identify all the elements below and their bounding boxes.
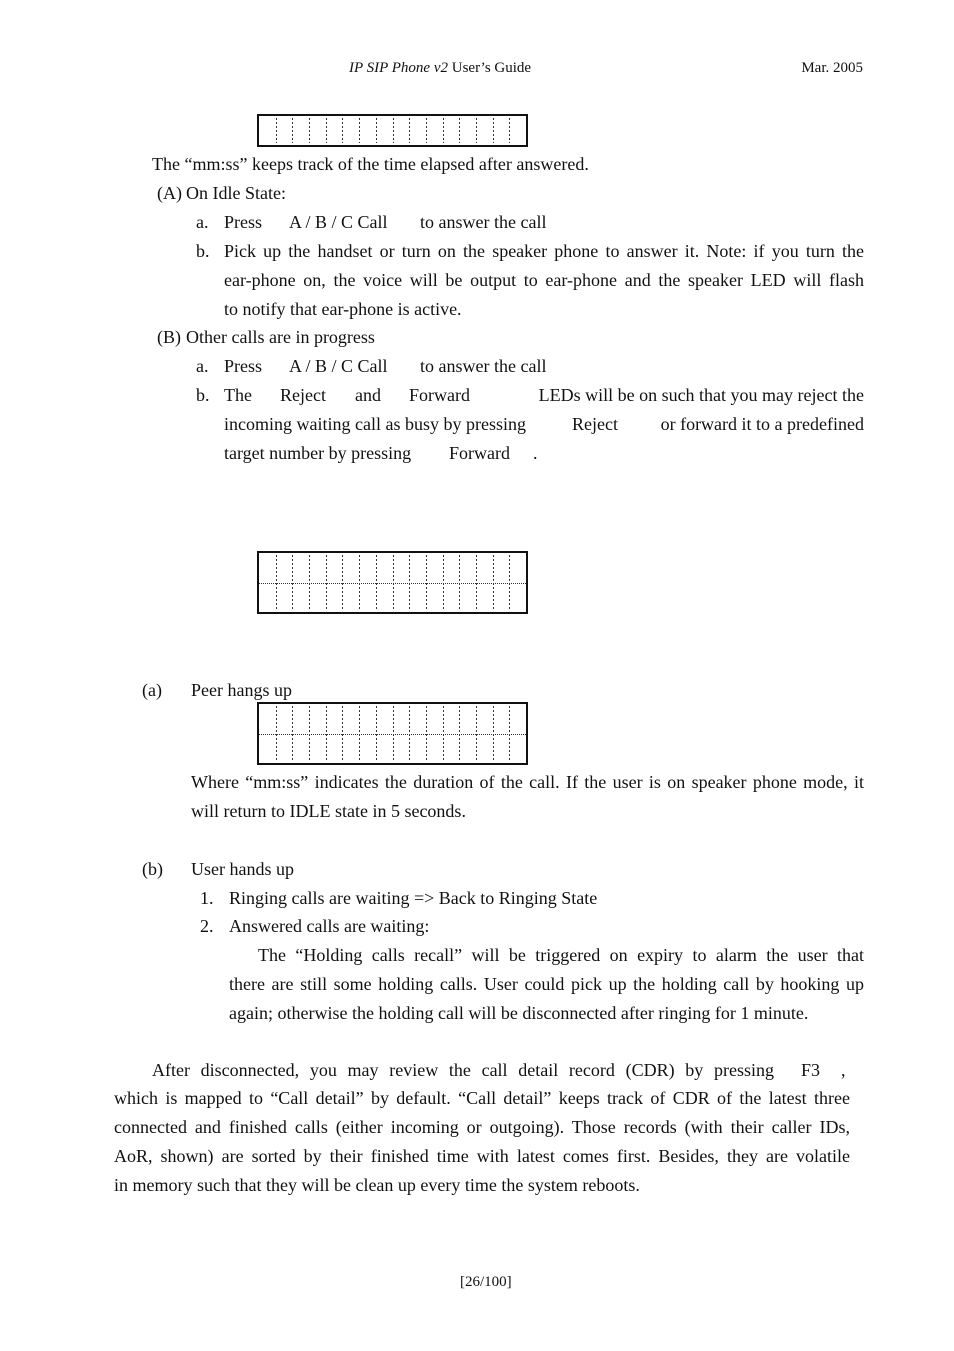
case-b-title: User hands up [191, 859, 294, 879]
case-b-note-line1: The “Holding calls recall” will be triggered on expiry to alarm the user that [258, 945, 864, 965]
header-date: Mar. 2005 [801, 60, 863, 76]
section-b-item-b-marker: b. [196, 385, 210, 405]
closing-l1-start: After disconnected, you may review the call detail record (CDR) by pressing [152, 1060, 774, 1080]
case-a-line2: will return to IDLE state in 5 seconds. [191, 801, 466, 821]
lcd-display-2 [257, 551, 528, 614]
page-number: [26/100] [460, 1274, 512, 1290]
section-a-item-a-key: A / B / C Call [289, 212, 388, 232]
closing-line2: which is mapped to “Call detail” by default. “Call detail” keeps track of CDR of the latest three [114, 1088, 850, 1108]
section-b-item-a-marker: a. [196, 356, 209, 376]
closing-line4: AoR, shown) are sorted by their finished time with latest comes first. Besides, they are volatile [114, 1146, 850, 1166]
section-a-item-b-line2: ear-phone on, the voice will be output to ear-phone and the speaker LED will flash [224, 270, 864, 290]
case-b-item1-marker: 1. [200, 888, 214, 908]
closing-line5: in memory such that they will be clean up every time the system reboots. [114, 1175, 640, 1195]
lcd-display-3 [257, 702, 528, 765]
section-a-item-a-marker: a. [196, 212, 209, 232]
closing-l1-end: , [841, 1060, 846, 1080]
lcd-grid-2 [259, 553, 526, 612]
section-a-label: (A) [157, 183, 182, 203]
closing-l1-key: F3 [801, 1060, 821, 1080]
case-a-title: Peer hangs up [191, 680, 292, 700]
case-b-label: (b) [142, 859, 163, 879]
case-a-label: (a) [142, 680, 162, 700]
closing-line3: connected and finished calls (either incoming or outgoing). Those records (with their caller IDs, [114, 1117, 850, 1137]
header-title-rest: User’s Guide [448, 60, 532, 76]
case-b-note-line3: again; otherwise the holding call will be disconnected after ringing for 1 minute. [229, 1003, 809, 1023]
case-b-item1-text: Ringing calls are waiting => Back to Ringing State [229, 888, 598, 908]
case-b-item2-marker: 2. [200, 916, 214, 936]
section-b-item-b-l2-reject: Reject [572, 414, 618, 434]
section-a-item-b-marker: b. [196, 241, 210, 261]
section-a-item-b-line3: to notify that ear-phone is active. [224, 299, 462, 319]
section-b-item-b-l3-end: . [533, 443, 538, 463]
section-b-label: (B) [157, 327, 181, 347]
header-title-italic: IP SIP Phone v2 [349, 60, 449, 76]
page-header [349, 58, 531, 78]
section-b-item-b-l1-reject: Reject [280, 385, 326, 405]
section-b-item-b-l1-forward: Forward [409, 385, 470, 405]
section-b-title: Other calls are in progress [186, 327, 375, 347]
case-b-note [229, 941, 864, 1028]
section-a-item-b-text [224, 237, 864, 324]
section-b-item-b-l2-rest: or forward it to a predefined [660, 414, 864, 434]
section-b-item-b-l1-the: The [224, 385, 252, 405]
section-b-item-b-l3-forward: Forward [449, 443, 510, 463]
section-b-item-b-l3-start: target number by pressing [224, 443, 412, 463]
case-b-item2-text: Answered calls are waiting: [229, 916, 430, 936]
section-b-item-a-key: A / B / C Call [289, 356, 388, 376]
intro-text: The “mm:ss” keeps track of the time elapsed after answered. [152, 154, 589, 174]
lcd-display-1 [257, 114, 528, 147]
lcd-grid-1 [259, 116, 526, 145]
section-b-item-b-l1-and: and [355, 385, 381, 405]
case-a-line1: Where “mm:ss” indicates the duration of the call. If the user is on speaker phone mode, it [191, 772, 864, 792]
section-a-item-b-line1: Pick up the handset or turn on the speaker phone to answer it. Note: if you turn the [224, 241, 864, 261]
section-b-item-b-l2-start: incoming waiting call as busy by pressing [224, 414, 526, 434]
section-b-item-a-rest: to answer the call [420, 356, 547, 376]
section-a-item-a-rest: to answer the call [420, 212, 547, 232]
section-a-item-a-press: Press [224, 212, 263, 232]
case-b-note-line2: there are still some holding calls. User could pick up the holding call by hooking up [229, 974, 864, 994]
case-a-description [191, 768, 864, 826]
section-b-item-b-l1-rest: LEDs will be on such that you may reject the [538, 385, 864, 405]
section-b-item-a-press: Press [224, 356, 263, 376]
closing-paragraph [114, 1084, 850, 1200]
lcd-grid-3 [259, 704, 526, 763]
section-a-title: On Idle State: [186, 183, 286, 203]
